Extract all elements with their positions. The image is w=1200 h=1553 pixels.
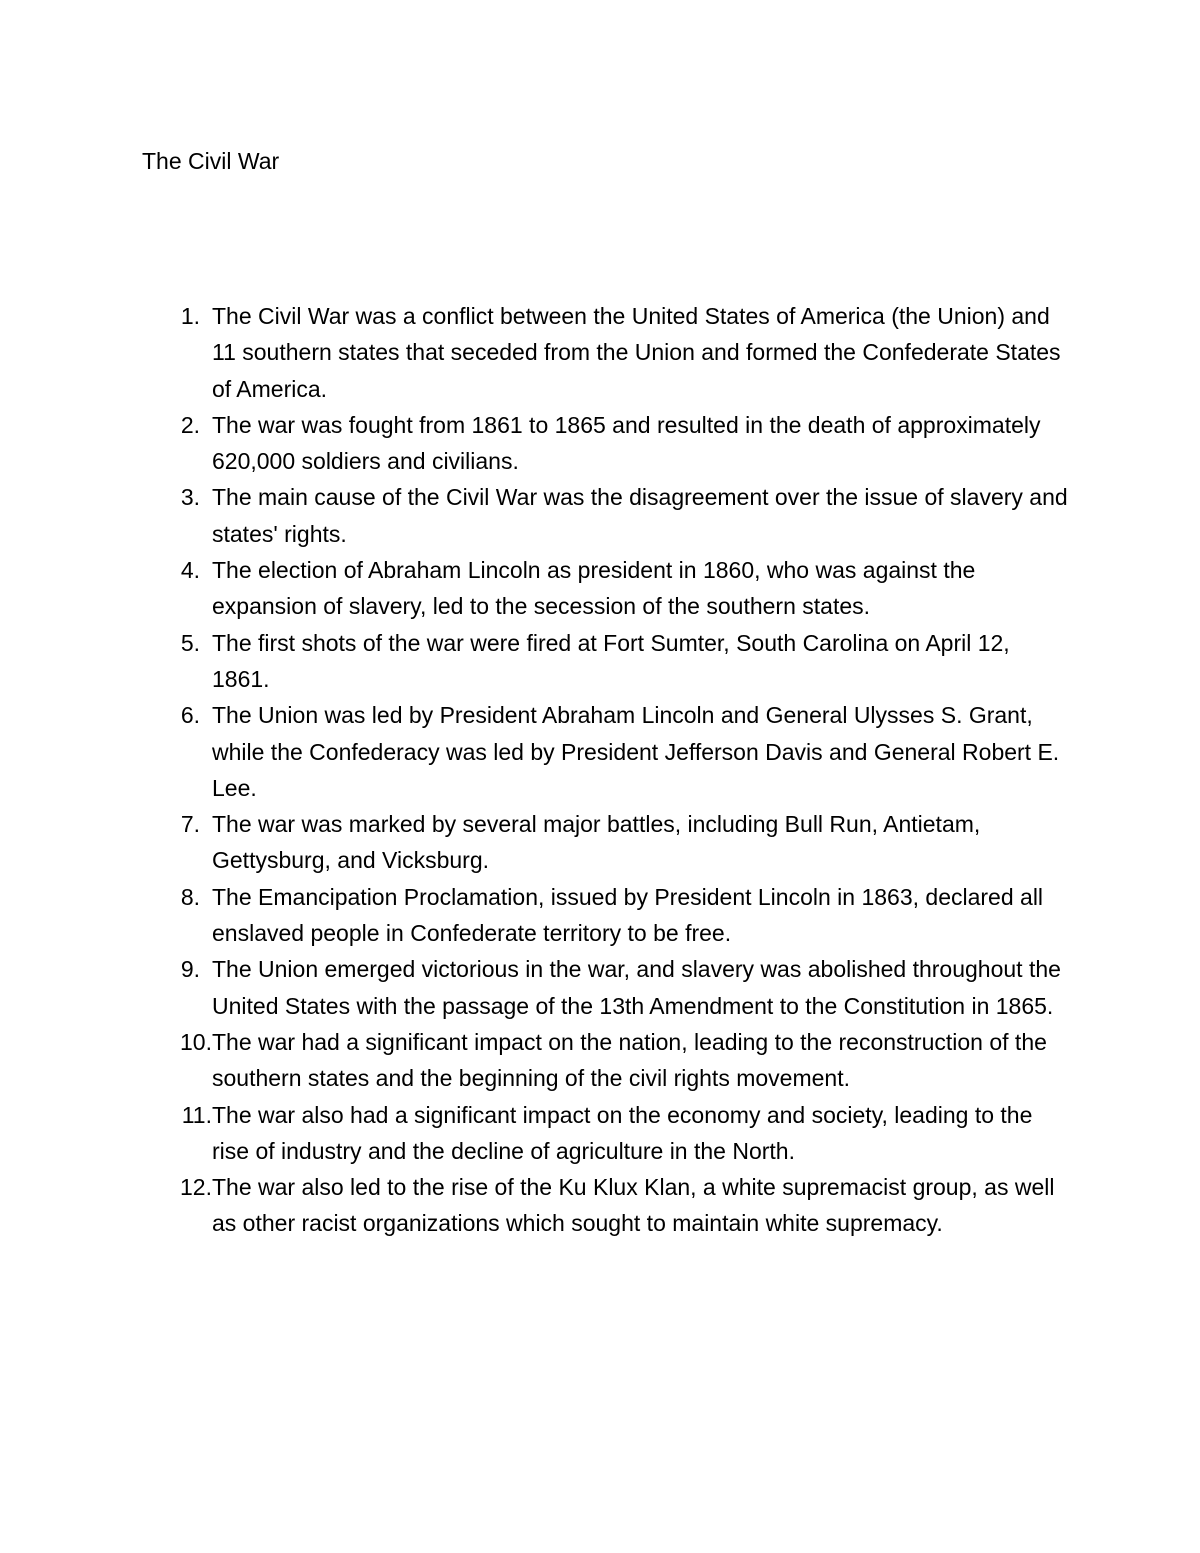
list-item-text: The war was marked by several major battles, including Bull Run, Antietam, Gettysburg, and Vicksburg. xyxy=(212,811,981,874)
list-item xyxy=(0,1024,1200,1097)
list-item-number: 1. xyxy=(180,303,200,329)
list-item-text: The first shots of the war were fired at Fort Sumter, South Carolina on April 12, 1861. xyxy=(212,629,1010,692)
list-item-number: 8. xyxy=(180,883,200,910)
list-item-number: 9. xyxy=(180,956,200,983)
list-item-text: The war also had a significant impact on the economy and society, leading to the rise of industry and the decline of agriculture in the North. xyxy=(212,1101,1033,1164)
numbered-list xyxy=(0,298,1200,1242)
list-item-text: The election of Abraham Lincoln as president in 1860, who was against the expansion of slavery, led to the secession of the southern states. xyxy=(212,557,976,620)
list-item-text: The Emancipation Proclamation, issued by President Lincoln in 1863, declared all enslaved people in Confederate territory to be free. xyxy=(212,883,1044,947)
list-item-text: The main cause of the Civil War was the disagreement over the issue of slavery and states' rights. xyxy=(212,484,1068,547)
list-item-number: 11. xyxy=(181,1101,212,1128)
list-item xyxy=(0,806,1200,879)
list-item-number: 3. xyxy=(180,484,200,511)
list-item xyxy=(0,479,1200,552)
list-item-text: The war also led to the rise of the Ku Klux Klan, a white supremacist group, as well as other racist organizations which sought to maintain white supremacy. xyxy=(212,1174,1055,1237)
list-item-number: 5. xyxy=(180,629,200,656)
list-item-number: 6. xyxy=(180,702,200,729)
list-item xyxy=(0,1169,1200,1242)
list-item-number: 2. xyxy=(180,411,200,438)
document-title: The Civil War xyxy=(142,148,280,174)
list-item xyxy=(0,407,1200,480)
list-item xyxy=(0,697,1200,806)
list-item-text: The war was fought from 1861 to 1865 and resulted in the death of approximately 620,000 soldiers and civilians. xyxy=(212,411,1041,475)
list-item xyxy=(0,298,1200,407)
list-item-number: 4. xyxy=(180,557,200,584)
list-item xyxy=(0,1097,1200,1170)
list-item-number: 12. xyxy=(180,1174,212,1201)
list-item xyxy=(0,625,1200,698)
list-item xyxy=(0,879,1200,952)
list-item-text: The Union was led by President Abraham Lincoln and General Ulysses S. Grant, while the Confederacy was led by President Jefferson Davis and General Robert E. Lee. xyxy=(212,702,1060,801)
list-item-number: 7. xyxy=(180,811,200,838)
list-item xyxy=(0,951,1200,1024)
list-item-text: The war had a significant impact on the nation, leading to the reconstruction of the southern states and the beginning of the civil rights movement. xyxy=(212,1028,1047,1092)
list-item xyxy=(0,552,1200,625)
list-item-number: 10. xyxy=(180,1028,212,1055)
list-item-text: The Civil War was a conflict between the United States of America (the Union) and 11 southern states that seceded from the Union and formed the Confederate States of America. xyxy=(212,303,1061,402)
list-item-text: The Union emerged victorious in the war, and slavery was abolished throughout the United States with the passage of the 13th Amendment to the Constitution in 1865. xyxy=(212,956,1061,1019)
